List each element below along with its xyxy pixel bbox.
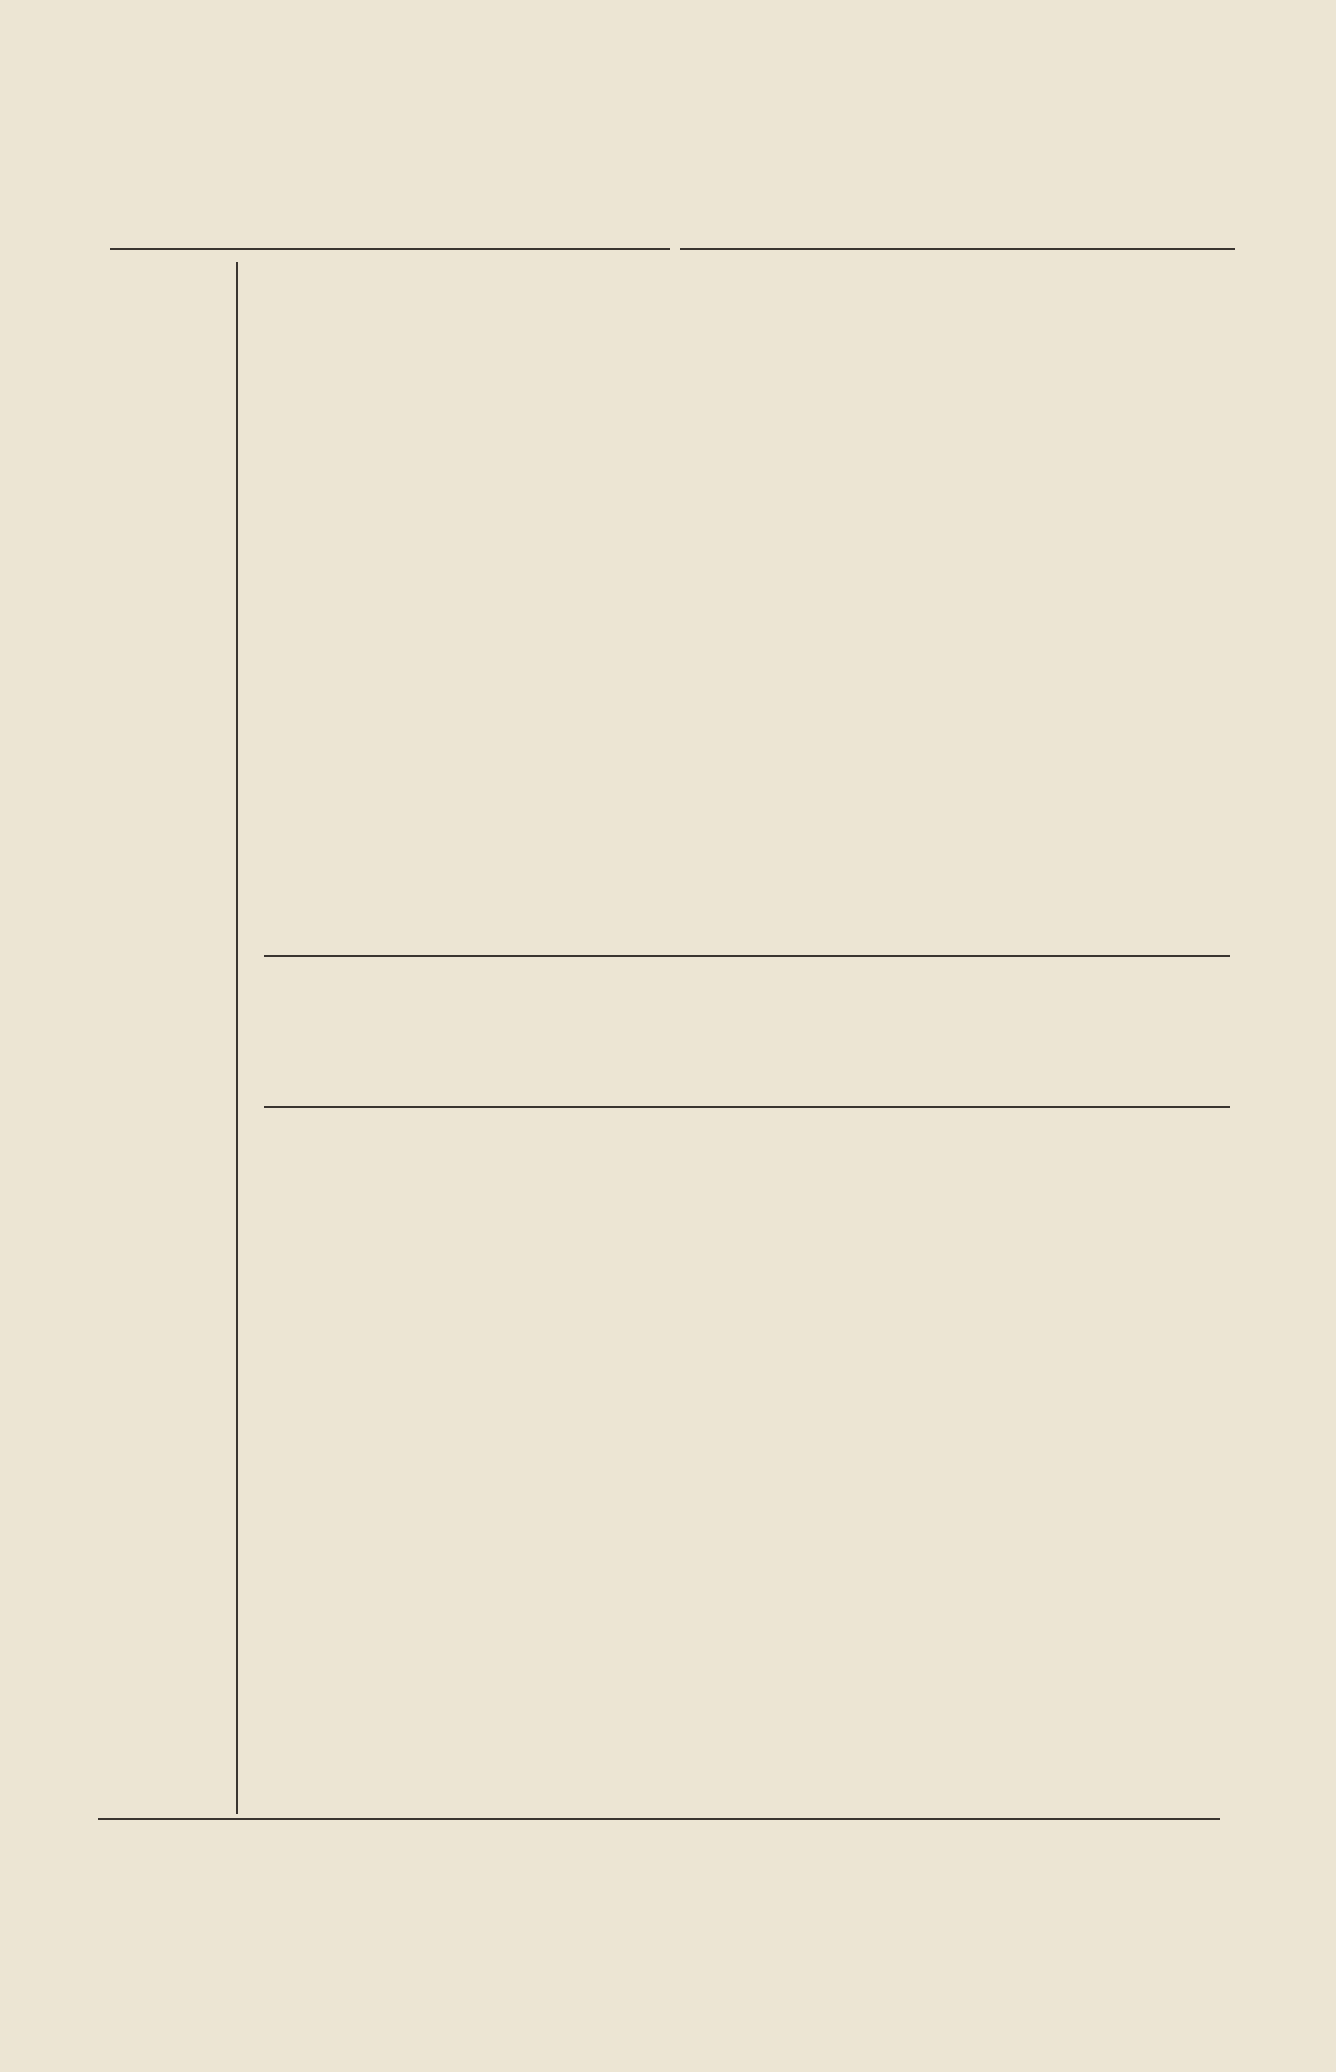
side-ad	[170, 260, 280, 1800]
pharmacy-rule-top	[264, 955, 1230, 957]
footer-rule-right	[238, 1818, 1220, 1820]
pharmacy-rule-bottom	[264, 1106, 1230, 1108]
header-rule-right	[680, 248, 1235, 250]
footer-rule-left	[98, 1818, 238, 1820]
header-rule-left	[110, 248, 670, 250]
